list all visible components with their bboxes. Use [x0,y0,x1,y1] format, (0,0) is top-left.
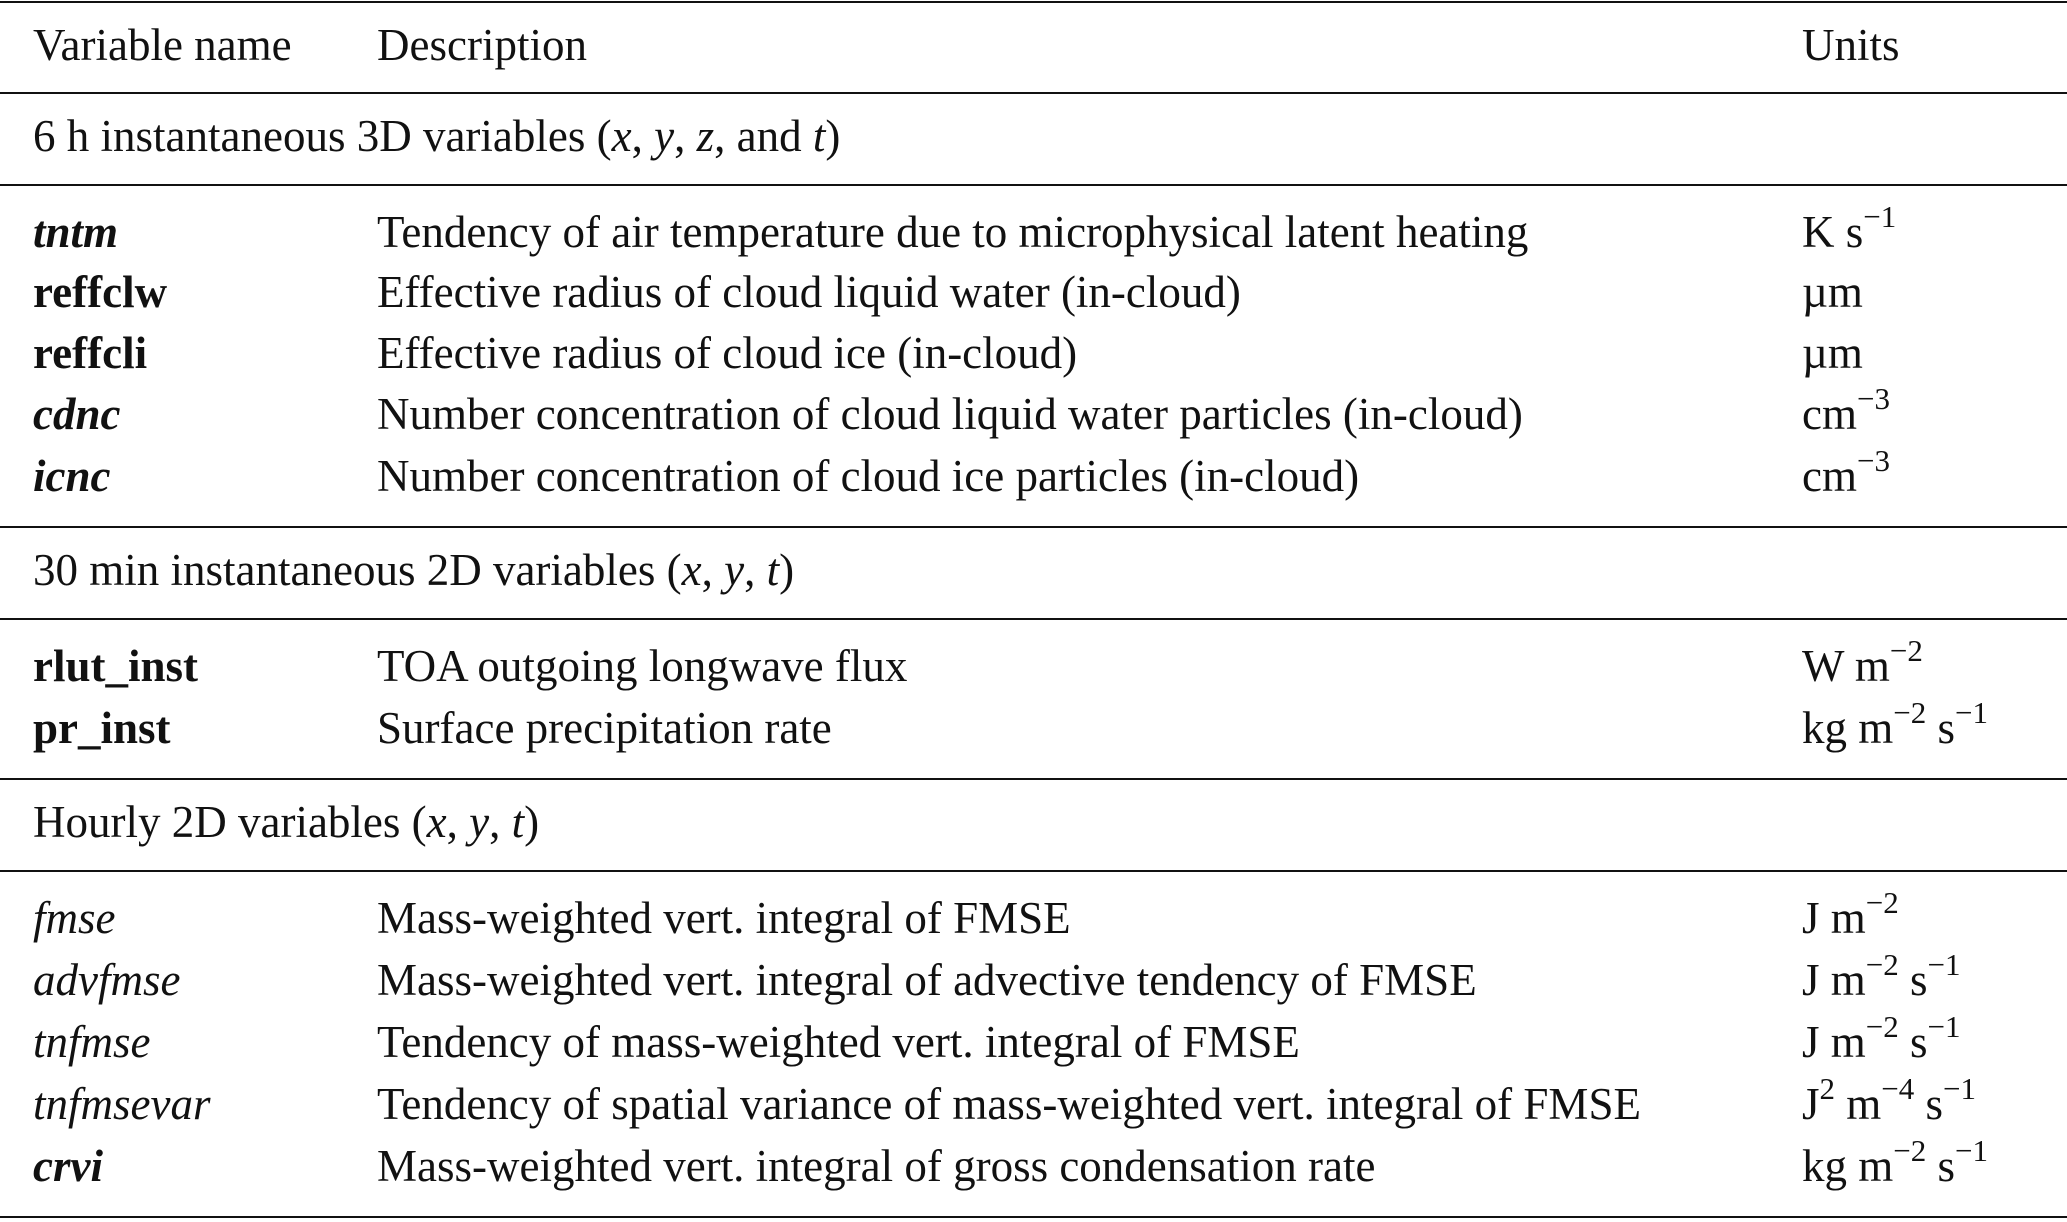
section-title: Hourly 2D variables (x, y, t) [33,797,540,847]
variable-units: W $m^{-2}$ [1802,633,1923,691]
variable-units: µm [1802,328,1863,378]
variable-units: kg $m^{-2}$ $s^{-1}$ [1802,1133,1988,1191]
variable-units: J $m^{-2}$ $s^{-1}$ [1802,947,1961,1005]
variable-description: Surface precipitation rate [377,703,832,753]
variable-name: fmse [33,893,116,943]
variable-name: reffclw [33,267,168,317]
variable-name: pr_inst [33,703,171,753]
header-description: Description [377,20,587,70]
top-rule [0,1,2067,3]
variable-description: Mass-weighted vert. integral of advective tendency of FMSE [377,955,1477,1005]
variable-description: Effective radius of cloud liquid water (in-cloud) [377,267,1241,317]
header-variable-name: Variable name [33,20,292,70]
variable-units: J $m^{-2}$ $s^{-1}$ [1802,1009,1961,1067]
variable-description: Mass-weighted vert. integral of gross condensation rate [377,1141,1376,1191]
variable-name: cdnc [33,389,121,439]
variable-name: crvi [33,1141,103,1191]
variable-units: µm [1802,267,1863,317]
variable-description: TOA outgoing longwave flux [377,641,908,691]
variable-name: tntm [33,207,119,257]
variable-units: K $s^{-1}$ [1802,199,1897,257]
variable-description: Effective radius of cloud ice (in-cloud) [377,328,1078,378]
variable-name: rlut_inst [33,641,199,691]
variable-description: Mass-weighted vert. integral of FMSE [377,893,1071,943]
variable-units: $cm^{-3}$ [1802,443,1890,501]
variable-description: Tendency of spatial variance of mass-weighted vert. integral of FMSE [377,1079,1641,1129]
variable-description: Tendency of air temperature due to microphysical latent heating [377,207,1529,257]
variable-name: tnfmse [33,1017,151,1067]
header-units: Units [1802,20,1900,70]
section-title: 30 min instantaneous 2D variables (x, y, t) [33,545,795,595]
section-rule [0,526,2067,528]
variable-units: $J^2$ $m^{-4}$ $s^{-1}$ [1802,1071,1977,1129]
header-rule [0,92,2067,94]
section-rule [0,618,2067,620]
section-title: 6 h instantaneous 3D variables (x, y, z, and t) [33,111,841,161]
section-rule [0,778,2067,780]
variable-description: Tendency of mass-weighted vert. integral of FMSE [377,1017,1300,1067]
variable-description: Number concentration of cloud ice particles (in-cloud) [377,451,1360,501]
section-rule [0,184,2067,186]
variable-units: kg $m^{-2}$ $s^{-1}$ [1802,695,1988,753]
variable-units: $cm^{-3}$ [1802,381,1890,439]
variable-name: advfmse [33,955,181,1005]
variable-name: reffcli [33,328,148,378]
variable-units: J $m^{-2}$ [1802,885,1899,943]
bottom-rule [0,1216,2067,1218]
variable-name: tnfmsevar [33,1079,211,1129]
variable-description: Number concentration of cloud liquid water particles (in-cloud) [377,389,1523,439]
variable-name: icnc [33,451,111,501]
section-rule [0,870,2067,872]
